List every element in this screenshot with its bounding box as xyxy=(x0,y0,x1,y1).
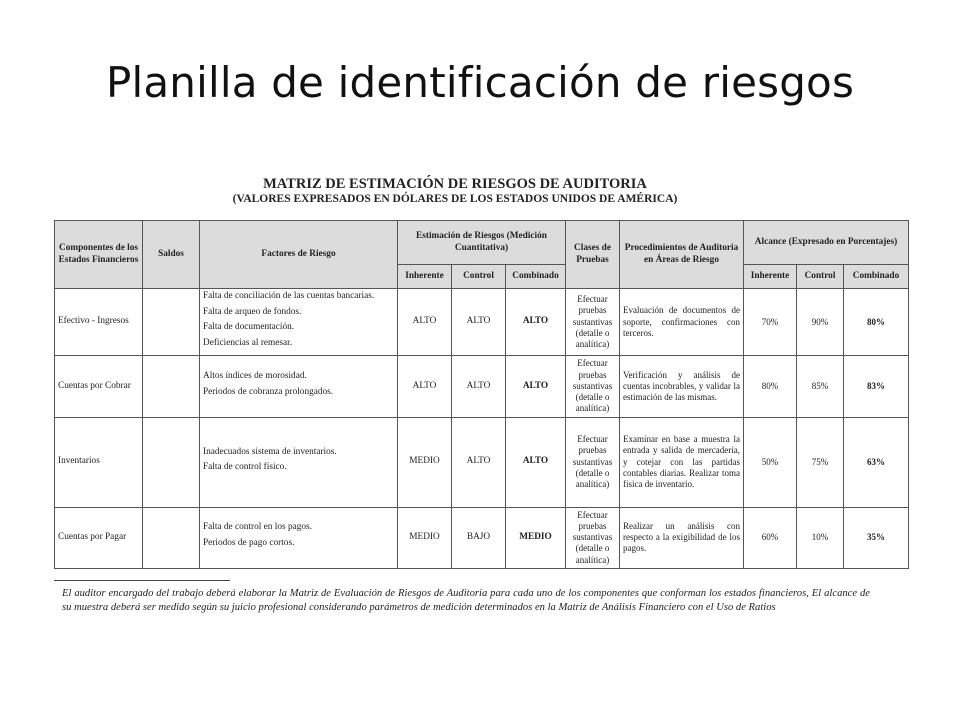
procedure-cell: Examinar en base a muestra la entrada y salida de mercadería, y cotejar con las partidas contables diarias. Realizar toma física de inventario. xyxy=(620,417,744,507)
header-scope-inherent: Inherente xyxy=(744,265,797,289)
procedure-cell: Evaluación de documentos de soporte, confirmaciones con terceros. xyxy=(620,289,744,356)
document-title: MATRIZ DE ESTIMACIÓN DE RIESGOS DE AUDITORIA xyxy=(263,176,647,192)
header-scope: Alcance (Expresado en Porcentajes) xyxy=(744,221,909,265)
scope-combined-cell: 63% xyxy=(844,417,909,507)
header-procedures: Procedimientos de Auditoria en Áreas de Riesgo xyxy=(620,221,744,289)
footnote-divider xyxy=(54,580,230,581)
header-estimation-combined: Combinado xyxy=(506,265,566,289)
risk-factors-cell xyxy=(200,289,398,356)
table-header-row xyxy=(55,221,909,265)
combined-risk-cell: ALTO xyxy=(506,356,566,417)
component-cell: Inventarios xyxy=(55,417,143,507)
procedure-cell: Realizar un análisis con respecto a la exigibilidad de los pagos. xyxy=(620,507,744,568)
scope-combined-cell: 83% xyxy=(844,356,909,417)
balance-cell xyxy=(143,356,200,417)
combined-risk-cell: ALTO xyxy=(506,417,566,507)
control-risk-cell: BAJO xyxy=(452,507,506,568)
risk-factor: Falta de arqueo de fondos. xyxy=(203,306,302,317)
risk-factors-cell xyxy=(200,356,398,417)
risk-factor: Inadecuados sistema de inventarios. xyxy=(203,446,337,457)
scope-inherent-cell: 80% xyxy=(744,356,797,417)
component-cell: Cuentas por Cobrar xyxy=(55,356,143,417)
test-type-cell: Efectuar pruebas sustantivas (detalle o analítica) xyxy=(566,417,620,507)
risk-matrix-table xyxy=(54,220,909,569)
inherent-risk-cell: ALTO xyxy=(398,356,452,417)
inherent-risk-cell: ALTO xyxy=(398,289,452,356)
component-cell: Efectivo - Ingresos xyxy=(55,289,143,356)
header-scope-combined: Combinado xyxy=(844,265,909,289)
risk-factor: Periodos de pago cortos. xyxy=(203,537,295,548)
risk-factor: Falta de conciliación de las cuentas bancarias. xyxy=(203,291,375,301)
component-cell: Cuentas por Pagar xyxy=(55,507,143,568)
procedure-cell: Verificación y análisis de cuentas incobrables, y validar la estimación de las mismas. xyxy=(620,356,744,417)
header-estimation-control: Control xyxy=(452,265,506,289)
scope-inherent-cell: 60% xyxy=(744,507,797,568)
header-test-types: Clases de Pruebas xyxy=(566,221,620,289)
risk-factor: Falta de documentación. xyxy=(203,322,295,333)
document-subtitle: (VALORES EXPRESADOS EN DÓLARES DE LOS ESTADOS UNIDOS DE AMÉRICA) xyxy=(232,193,678,205)
control-risk-cell: ALTO xyxy=(452,356,506,417)
table-row xyxy=(55,356,909,417)
scope-control-cell: 10% xyxy=(797,507,844,568)
balance-cell xyxy=(143,417,200,507)
risk-factor: Periodos de cobranza prolongados. xyxy=(203,386,334,397)
risk-factor: Falta de control físico. xyxy=(203,462,287,473)
risk-factors-cell xyxy=(200,417,398,507)
header-scope-control: Control xyxy=(797,265,844,289)
balance-cell xyxy=(143,289,200,356)
risk-factor: Falta de control en los pagos. xyxy=(203,522,312,533)
risk-factors-cell xyxy=(200,507,398,568)
scope-inherent-cell: 50% xyxy=(744,417,797,507)
risk-factor: Deficiencias al remesar. xyxy=(203,337,293,348)
combined-risk-cell: ALTO xyxy=(506,289,566,356)
header-risk-estimation: Estimación de Riesgos (Medición Cuantitativa) xyxy=(398,221,566,265)
table-row xyxy=(55,417,909,507)
footnote: El auditor encargado del trabajo deberá elaborar la Matriz de Evaluación de Riesgos de Auditoria para cada uno de los componentes que conforman los estados financieros, El alcance de su muestra deberá ser medido según su juicio profesional considerando parámetros de medición determinados en la Matriz de Análisis Financiero con el Uso de Ratios xyxy=(62,588,870,613)
scope-control-cell: 85% xyxy=(797,356,844,417)
combined-risk-cell: MEDIO xyxy=(506,507,566,568)
scope-control-cell: 90% xyxy=(797,289,844,356)
header-risk-factors: Factores de Riesgo xyxy=(200,221,398,289)
balance-cell xyxy=(143,507,200,568)
slide-title: Planilla de identificación de riesgos xyxy=(105,58,855,107)
control-risk-cell: ALTO xyxy=(452,289,506,356)
scope-combined-cell: 80% xyxy=(844,289,909,356)
test-type-cell: Efectuar pruebas sustantivas (detalle o analítica) xyxy=(566,356,620,417)
control-risk-cell: ALTO xyxy=(452,417,506,507)
test-type-cell: Efectuar pruebas sustantivas (detalle o analítica) xyxy=(566,289,620,356)
inherent-risk-cell: MEDIO xyxy=(398,417,452,507)
header-estimation-inherent: Inherente xyxy=(398,265,452,289)
scope-inherent-cell: 70% xyxy=(744,289,797,356)
scope-combined-cell: 35% xyxy=(844,507,909,568)
table-row xyxy=(55,289,909,356)
test-type-cell: Efectuar pruebas sustantivas (detalle o analítica) xyxy=(566,507,620,568)
risk-factor: Altos índices de morosidad. xyxy=(203,370,307,381)
table-row xyxy=(55,507,909,568)
header-balances: Saldos xyxy=(143,221,200,289)
scope-control-cell: 75% xyxy=(797,417,844,507)
inherent-risk-cell: MEDIO xyxy=(398,507,452,568)
header-components: Componentes de los Estados Financieros xyxy=(55,221,143,289)
